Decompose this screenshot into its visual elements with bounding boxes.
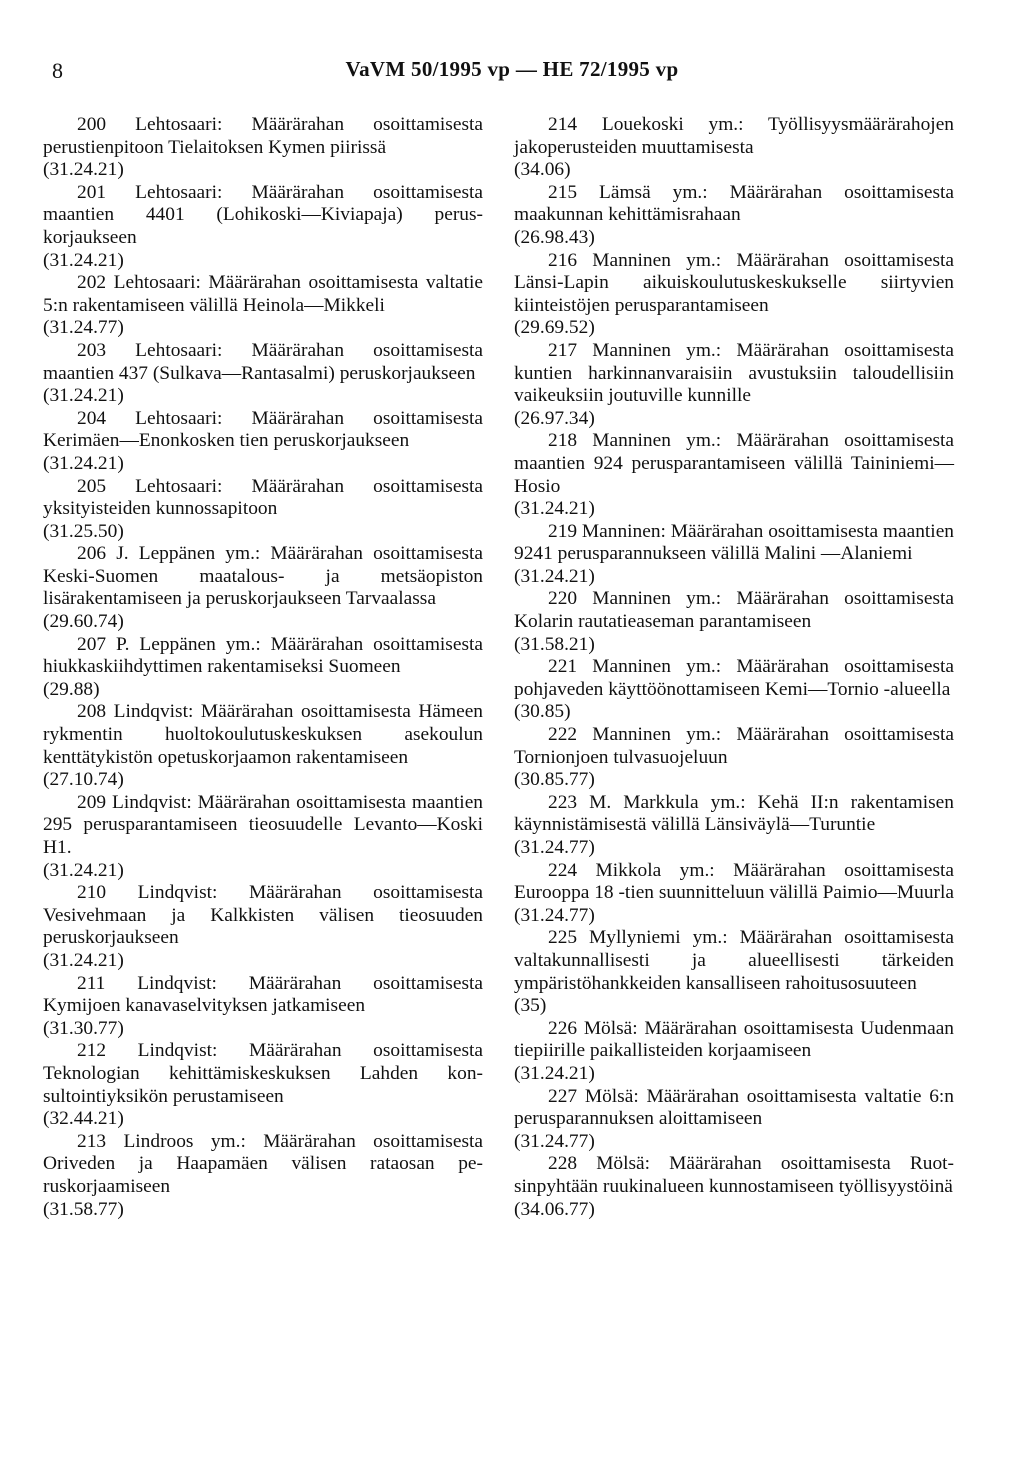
budget-item-code: (32.44.21) (43, 1108, 124, 1130)
motion-entry (514, 182, 954, 250)
motion-entry (43, 882, 483, 972)
motion-text: 222 Manninen ym.: Määrärahan osoittamisesta Tornionjoen tulvasuojeluun (514, 724, 954, 768)
motion-text: 211 Lindqvist: Määrärahan osoittamisesta Kymijoen kanavaselvityksen jatkamiseen (43, 972, 483, 1017)
budget-item-code: (31.24.21) (43, 859, 124, 881)
motion-text: 203 Lehtosaari: Määrärahan osoittamisesta maantien 437 (Sulkava—Rantasalmi) peruskorjaukseen (43, 339, 483, 384)
motion-entry (43, 340, 483, 408)
motion-text: 205 Lehtosaari: Määrärahan osoittamisesta yksityisteiden kunnossapitoon (43, 475, 483, 520)
motion-text: 213 Lindroos ym.: Määrärahan osoittamisesta Oriveden ja Haapamäen välisen rataosan peruskorjaamiseen (43, 1130, 483, 1197)
budget-item-code: (31.58.21) (514, 633, 595, 655)
motion-entry (514, 860, 954, 928)
budget-item-code: (35) (514, 995, 547, 1017)
budget-item-code: (27.10.74) (43, 769, 124, 791)
page-number: 8 (52, 58, 63, 83)
motion-text: 221 Manninen ym.: Määrärahan osoittamisesta pohjaveden käyttöönottamiseen Kemi—Tornio -alueella (514, 656, 954, 700)
budget-item-code: (29.69.52) (514, 317, 595, 339)
motion-text: 217 Manninen ym.: Määrärahan osoittamisesta kuntien harkinnanvaraisiin avustuksiin taloudellisiin vaikeuksiin joutuville kunnille (514, 339, 954, 407)
motion-text: 218 Manninen ym.: Määrärahan osoittamisesta maantien 924 perusparantamiseen välillä Taininiemi—Hosio (514, 430, 954, 497)
motion-entry (43, 634, 483, 702)
motion-text: 207 P. Leppänen ym.: Määrärahan osoittamisesta hiukkaskiihdyttimen rakentamiseksi Suomeen (43, 633, 483, 678)
budget-item-code: (31.24.21) (43, 159, 124, 181)
budget-item-code: (31.24.77) (514, 1130, 595, 1152)
motion-entry (43, 476, 483, 544)
budget-item-code: (29.88) (43, 678, 100, 700)
motion-text: 200 Lehtosaari: Määrärahan osoittamisesta perustienpitoon Tielaitoksen Kymen piirissä (43, 114, 483, 158)
motion-text: 214 Louekoski ym.: Työllisyysmäärärahojen jakoperusteiden muuttamisesta (514, 114, 954, 158)
budget-item-code: (26.98.43) (514, 226, 595, 248)
running-title: VaVM 50/1995 vp — HE 72/1995 vp (345, 57, 679, 81)
budget-item-code: (31.24.21) (514, 565, 595, 587)
budget-item-code: (31.24.21) (514, 498, 595, 520)
motion-text: 202 Lehtosaari: Määrärahan osoittamisesta valtatie 5:n rakentamiseen välillä Heinola—Mikkeli (43, 272, 483, 316)
budget-item-code: (31.24.21) (43, 249, 124, 271)
motion-entry (514, 588, 954, 656)
budget-item-code: (26.97.34) (514, 407, 595, 429)
motion-entry (43, 701, 483, 791)
motion-text: 206 J. Leppänen ym.: Määrärahan osoittamisesta Keski-Suomen maatalous- ja metsäopiston lisärakentamiseen ja peruskorjaukseen Tarvaalassa (43, 543, 483, 610)
motion-text: 208 Lindqvist: Määrärahan osoittamisesta Hämeen rykmentin huoltokoulutuskeskuksen asekoulun kenttätykistön opetuskorjaamon rakentamiseen (43, 701, 483, 768)
motion-text: 219 Manninen: Määrärahan osoittamisesta maantien 9241 perusparannukseen välillä Malini —Alaniemi (514, 520, 955, 565)
left-column (43, 114, 483, 1221)
motion-entry (43, 182, 483, 272)
motion-entry (43, 272, 483, 340)
motion-text: 225 Myllyniemi ym.: Määrärahan osoittamisesta valtakunnallisesti ja alueellisesti tärkeiden ympäristöhankkeiden kansalliseen rahoitusosuuteen (514, 927, 954, 994)
motion-entry (514, 114, 954, 182)
motion-entry (514, 1086, 954, 1154)
motion-entry (514, 521, 954, 589)
budget-item-code: (30.85.77) (514, 769, 595, 791)
budget-item-code: (31.24.77) (43, 317, 124, 339)
budget-item-code: (31.24.77) (514, 837, 595, 858)
budget-item-code: (31.24.21) (43, 452, 124, 474)
motion-text: 223 M. Markkula ym.: Kehä II:n rakentamisen käynnistämisestä välillä Länsiväylä—Turuntie (514, 791, 954, 836)
budget-item-code: (34.06.77) (514, 1198, 595, 1220)
motion-text: 224 Mikkola ym.: Määrärahan osoittamisesta Eurooppa 18 -tien suunnitteluun välillä Paimio—Muurla (514, 859, 954, 904)
motion-entry (514, 1153, 954, 1221)
motion-text: 201 Lehtosaari: Määrärahan osoittamisesta maantien 4401 (Lohikoski—Kiviapaja) peruskorjaukseen (43, 181, 483, 248)
motion-text: 210 Lindqvist: Määrärahan osoittamisesta Vesivehmaan ja Kalkkisten välisen tieosuuden peruskorjaukseen (43, 882, 483, 949)
budget-item-code: (30.85) (514, 701, 571, 723)
motion-entry (43, 543, 483, 633)
motion-entry (514, 340, 954, 430)
motion-text: 220 Manninen ym.: Määrärahan osoittamisesta Kolarin rautatieaseman parantamiseen (514, 588, 954, 633)
motion-text: 228 Mölsä: Määrärahan osoittamisesta Ruotsinpyhtään ruukinalueen kunnostamiseen työllisyystöinä (514, 1153, 954, 1197)
motion-entry (43, 973, 483, 1041)
motion-text: 204 Lehtosaari: Määrärahan osoittamisesta Kerimäen—Enonkosken tien peruskorjaukseen (43, 407, 483, 452)
motion-text: 226 Mölsä: Määrärahan osoittamisesta Uudenmaan tiepiirille paikallisteiden korjaamiseen (514, 1017, 954, 1062)
budget-item-code: (31.24.21) (43, 949, 124, 971)
motion-entry (43, 114, 483, 182)
budget-item-code: (34.06) (514, 159, 571, 181)
motion-entry (514, 792, 954, 860)
motion-entry (514, 927, 954, 1017)
motion-text: 227 Mölsä: Määrärahan osoittamisesta valtatie 6:n perusparannuksen aloittamiseen (514, 1085, 954, 1130)
motion-entry (43, 1040, 483, 1130)
budget-item-code: (31.58.77) (43, 1198, 124, 1220)
motion-entry (514, 656, 954, 724)
budget-item-code: (31.30.77) (43, 1017, 124, 1039)
motion-entry (514, 1018, 954, 1086)
motion-entry (43, 792, 483, 882)
motion-text: 209 Lindqvist: Määrärahan osoittamisesta maantien 295 perusparantamiseen tieosuudelle Levanto—Koski H1. (43, 791, 483, 858)
motion-entry (514, 724, 954, 792)
budget-item-code: (31.24.21) (43, 385, 124, 407)
budget-item-code: (31.24.77) (514, 904, 595, 926)
right-column (514, 114, 954, 1221)
motion-text: 215 Lämsä ym.: Määrärahan osoittamisesta maakunnan kehittämisrahaan (514, 181, 954, 226)
budget-item-code: (29.60.74) (43, 611, 124, 633)
motion-entry (514, 430, 954, 520)
motion-entry (43, 1131, 483, 1221)
budget-item-code: (31.24.21) (514, 1062, 595, 1084)
motion-text: 216 Manninen ym.: Määrärahan osoittamisesta Länsi-Lapin aikuiskoulutuskeskukselle siirtyvien kiinteistöjen perusparantamiseen (514, 249, 954, 316)
motion-entry (43, 408, 483, 476)
budget-item-code: (31.25.50) (43, 520, 124, 542)
motion-text: 212 Lindqvist: Määrärahan osoittamisesta Teknologian kehittämiskeskuksen Lahden konsultointiyksikön perustamiseen (43, 1040, 483, 1107)
motion-entry (514, 250, 954, 340)
